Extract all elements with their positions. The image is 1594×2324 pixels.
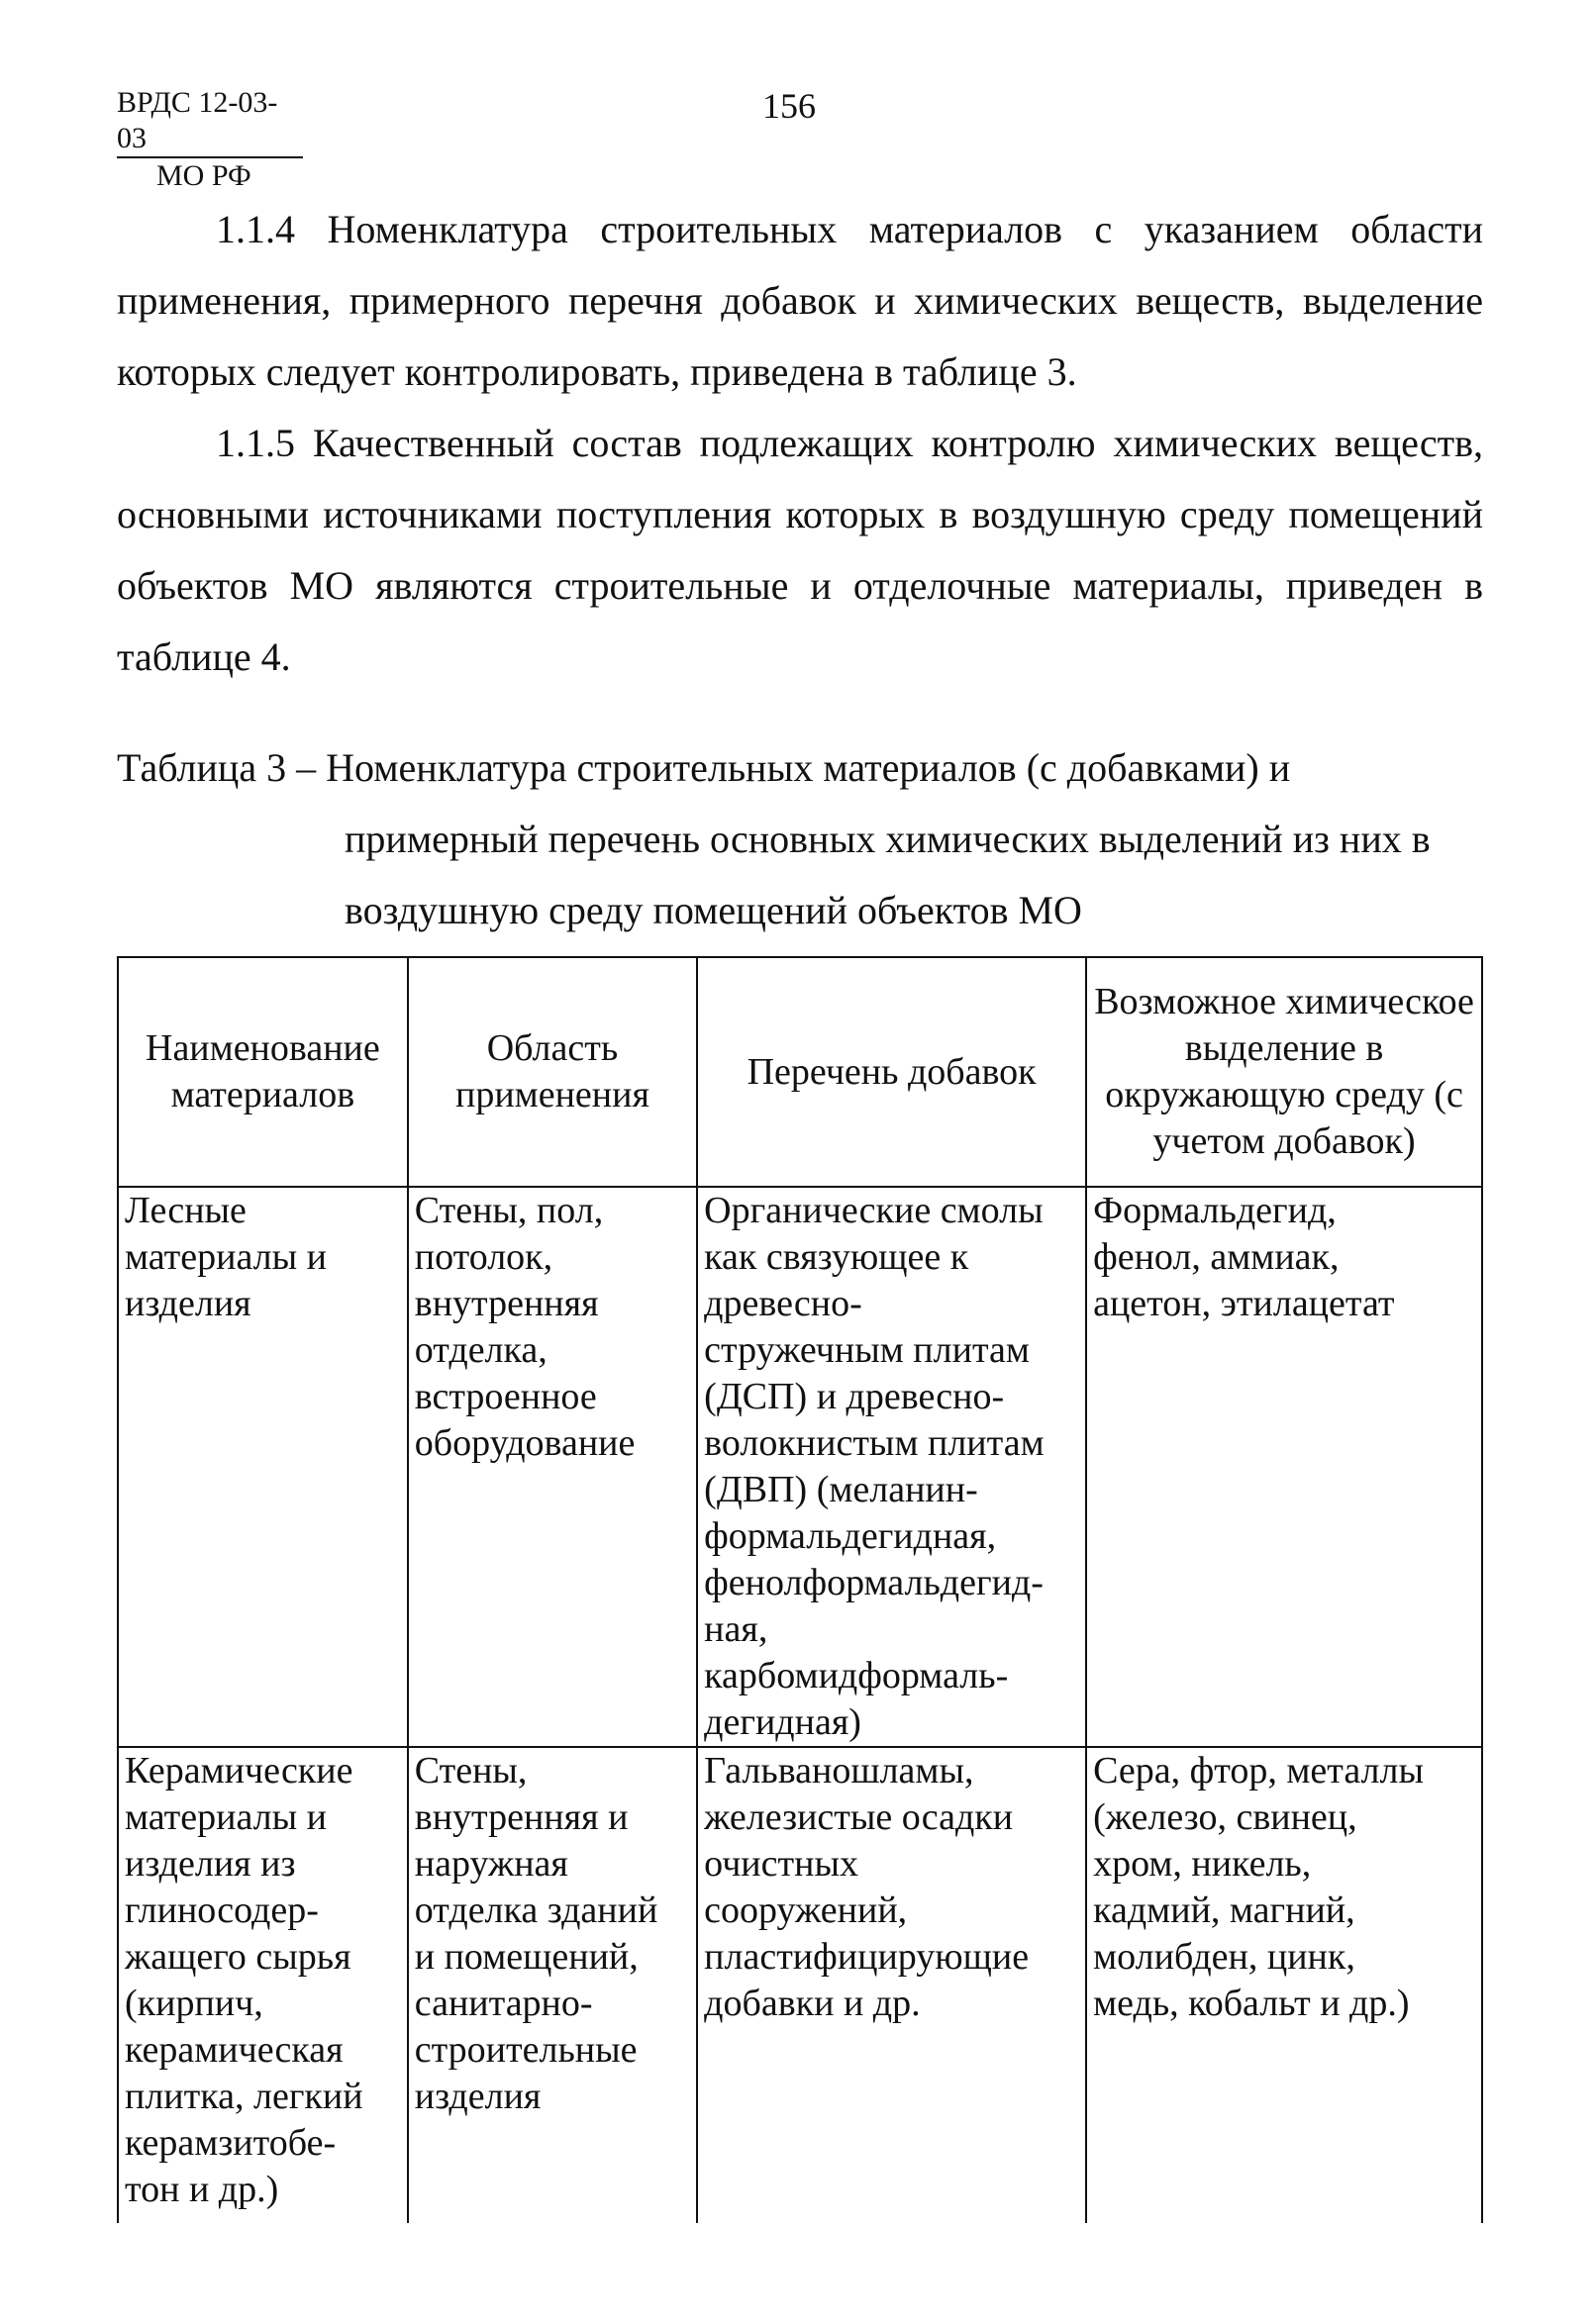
table-caption-line3: воздушную среду помещений объектов МО — [345, 888, 1082, 932]
cell-additives: Органические смолы как связующее к древесно- стружечным плитам (ДСП) и древесно- волокнистым плитам (ДВП) (меланин- формальдегидная, фенолформальдегид- ная, карбомидформаль- дегидная) — [697, 1187, 1086, 1747]
table-caption-line1: Таблица 3 – Номенклатура строительных материалов (с добавками) и — [117, 745, 1291, 790]
materials-table — [117, 956, 1483, 2223]
cell-emission: Формальдегид, фенол, аммиак, ацетон, этилацетат — [1086, 1187, 1482, 1747]
cell-material: Керамические материалы и изделия из глиносодер- жащего сырья (кирпич, керамическая плитка, легкий керамзитобе- тон и др.) — [118, 1747, 408, 2223]
header-material-name: Наименование материалов — [118, 957, 408, 1187]
paragraph-1-1-5: 1.1.5 Качественный состав подлежащих контролю химических веществ, основными источниками поступления которых в воздушную среду помещений объектов МО являются строительные и отделочные материалы, приведен в таблице 4. — [117, 421, 1483, 679]
cell-application: Стены, пол, потолок, внутренняя отделка, встроенное оборудование — [408, 1187, 697, 1747]
cell-emission: Сера, фтор, металлы (железо, свинец, хром, никель, кадмий, магний, молибден, цинк, медь, кобальт и др.) — [1086, 1747, 1482, 2223]
page-number: 156 — [762, 86, 816, 126]
document-code-line1: ВРДС 12-03-03 — [117, 85, 303, 158]
paragraph-1-1-4: 1.1.4 Номенклатура строительных материалов с указанием области применения, примерного перечня добавок и химических веществ, выделение которых следует контролировать, приведена в таблице 3. — [117, 207, 1483, 394]
table-caption-line2: примерный перечень основных химических выделений из них в — [345, 817, 1431, 861]
header-additives-list: Перечень добавок — [697, 957, 1086, 1187]
cell-additives: Гальваношламы, железистые осадки очистных сооружений, пластифицирующие добавки и др. — [697, 1747, 1086, 2223]
header-application-area: Область применения — [408, 957, 697, 1187]
document-code — [117, 85, 303, 194]
table-row — [118, 1747, 1482, 2223]
cell-material: Лесные материалы и изделия — [118, 1187, 408, 1747]
table-caption — [117, 732, 1503, 946]
document-code-line2: МО РФ — [156, 159, 251, 192]
header-chemical-emission: Возможное химическое выделение в окружающую среду (с учетом добавок) — [1086, 957, 1482, 1187]
cell-application: Стены, внутренняя и наружная отделка зданий и помещений, санитарно- строительные изделия — [408, 1747, 697, 2223]
table-header-row — [118, 957, 1482, 1187]
table-row — [118, 1187, 1482, 1747]
